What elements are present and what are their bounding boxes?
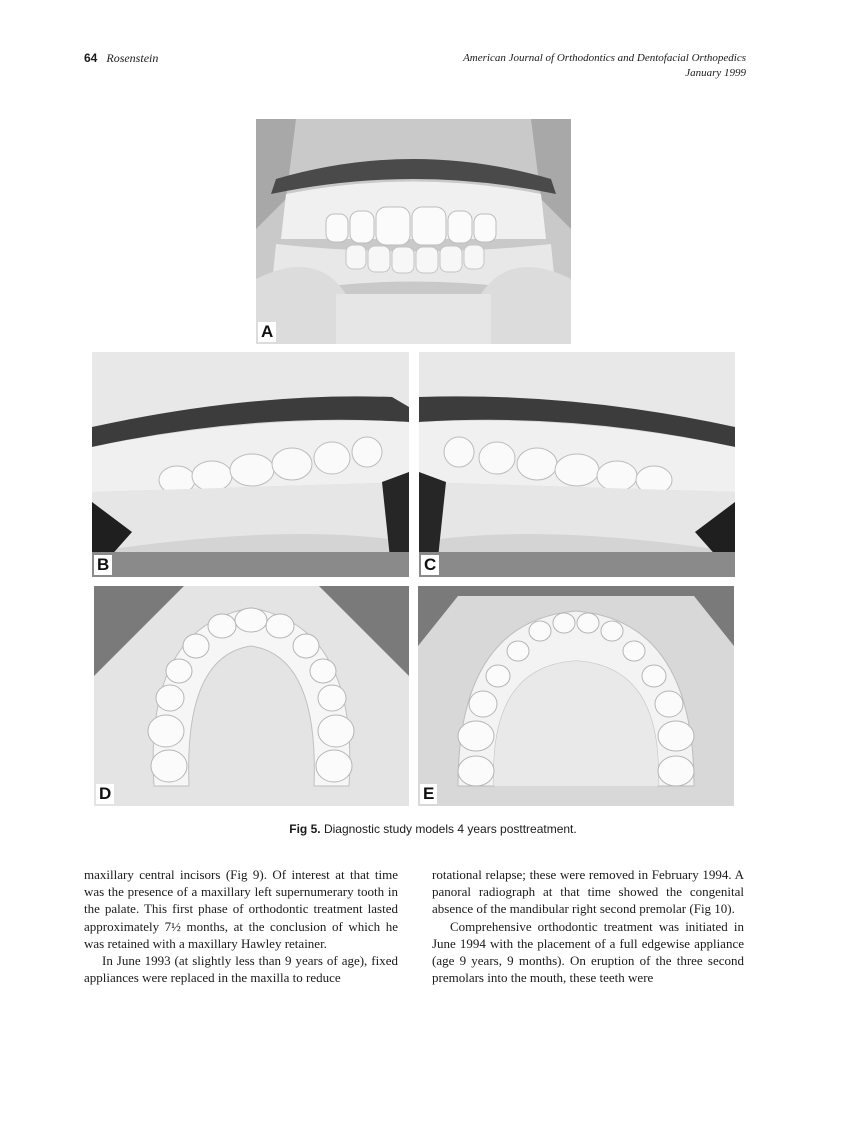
figure-panel-e — [418, 586, 734, 806]
issue-date: January 1999 — [685, 67, 746, 79]
body-paragraph: Comprehensive orthodontic treatment was initiated in June 1994 with the placement of a full edgewise appliance (age 9 years, 9 months). On eruption of the three second premolars into the mouth, these teeth were — [432, 918, 744, 986]
running-header-right — [463, 51, 746, 81]
figure-panel-b — [92, 352, 409, 577]
mandibular-occlusal-model-image — [418, 586, 734, 806]
panel-label-b: B — [94, 555, 112, 575]
panel-label-c: C — [421, 555, 439, 575]
panel-label-a: A — [258, 322, 276, 342]
journal-title: American Journal of Orthodontics and Dentofacial Orthopedics — [463, 52, 746, 64]
figure-caption — [0, 822, 866, 836]
left-lateral-dental-model-image — [419, 352, 735, 577]
panel-label-d: D — [96, 784, 114, 804]
figure-panel-d — [94, 586, 409, 806]
figure-caption-prefix: Fig 5. — [289, 822, 321, 836]
figure-panel-c — [419, 352, 735, 577]
frontal-dental-model-image — [256, 119, 571, 344]
author-name: Rosenstein — [106, 51, 159, 65]
page-number: 64 — [84, 51, 98, 65]
right-lateral-dental-model-image — [92, 352, 409, 577]
body-paragraph: rotational relapse; these were removed in February 1994. A panoral radiograph at that time showed the congenital absence of the mandibular right second premolar (Fig 10). — [432, 867, 744, 917]
figure-panel-a — [256, 119, 571, 344]
body-paragraph: maxillary central incisors (Fig 9). Of interest at that time was the presence of a maxillary left supernumerary tooth in the palate. This first phase of orthodontic treatment lasted approximately 7½ months, at the conclusion of which he was retained with a maxillary Hawley retainer. — [84, 867, 398, 951]
running-header-left — [84, 51, 158, 66]
panel-label-e: E — [420, 784, 437, 804]
body-column-right — [432, 866, 744, 986]
body-paragraph: In June 1993 (at slightly less than 9 years of age), fixed appliances were replaced in the maxilla to reduce — [84, 953, 398, 986]
figure-caption-text: Diagnostic study models 4 years posttreatment. — [320, 822, 577, 836]
maxillary-occlusal-model-image — [94, 586, 409, 806]
body-column-left — [84, 866, 398, 986]
